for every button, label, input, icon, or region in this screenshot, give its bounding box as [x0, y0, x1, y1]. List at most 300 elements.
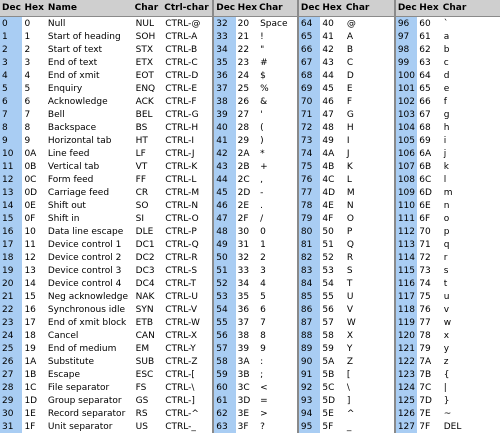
char-cell: ' [257, 108, 298, 121]
char-cell: p [441, 225, 500, 238]
table-row [0, 316, 500, 329]
char-cell: M [344, 186, 395, 199]
dec-cell: 19 [0, 264, 22, 277]
header-char: Char [344, 0, 395, 17]
hex-cell: 1A [22, 355, 45, 368]
dec-cell: 11 [0, 160, 22, 173]
dec-cell: 23 [0, 316, 22, 329]
char-cell: O [344, 212, 395, 225]
hex-cell: 53 [320, 264, 343, 277]
name-cell: Start of text [46, 43, 133, 56]
char-cell: k [441, 160, 500, 173]
dec-cell: 115 [395, 264, 417, 277]
hex-cell: 71 [417, 238, 440, 251]
table-row [0, 212, 500, 225]
dec-cell: 75 [298, 160, 320, 173]
char-cell: " [257, 43, 298, 56]
hex-cell: 6E [417, 199, 440, 212]
char-cell: SOH [133, 30, 163, 43]
dec-cell: 49 [213, 238, 235, 251]
name-cell: Device control 3 [46, 264, 133, 277]
ctrl-char-cell: CTRL-^ [162, 407, 213, 420]
char-cell: J [344, 147, 395, 160]
hex-cell: 58 [320, 329, 343, 342]
dec-cell: 27 [0, 368, 22, 381]
header-name: Name [46, 0, 133, 17]
header-dec: Dec [213, 0, 235, 17]
char-cell: c [441, 56, 500, 69]
table-row [0, 95, 500, 108]
dec-cell: 1 [0, 30, 22, 43]
dec-cell: 51 [213, 264, 235, 277]
dec-cell: 93 [298, 394, 320, 407]
hex-cell: 48 [320, 121, 343, 134]
dec-cell: 72 [298, 121, 320, 134]
dec-cell: 15 [0, 212, 22, 225]
dec-cell: 59 [213, 368, 235, 381]
dec-cell: 85 [298, 290, 320, 303]
dec-cell: 123 [395, 368, 417, 381]
dec-cell: 108 [395, 173, 417, 186]
table-row [0, 108, 500, 121]
dec-cell: 4 [0, 69, 22, 82]
char-cell: VT [133, 160, 163, 173]
hex-cell: 0C [22, 173, 45, 186]
hex-cell: 3A [236, 355, 257, 368]
dec-cell: 69 [298, 82, 320, 95]
name-cell: Cancel [46, 329, 133, 342]
header-char: Char [133, 0, 163, 17]
ctrl-char-cell: CTRL-D [162, 69, 213, 82]
hex-cell: 6A [417, 147, 440, 160]
char-cell: I [344, 134, 395, 147]
dec-cell: 50 [213, 251, 235, 264]
char-cell: CAN [133, 329, 163, 342]
char-cell: E [344, 82, 395, 95]
char-cell: HT [133, 134, 163, 147]
dec-cell: 117 [395, 290, 417, 303]
char-cell: CR [133, 186, 163, 199]
table-row [0, 342, 500, 355]
char-cell: $ [257, 69, 298, 82]
dec-cell: 28 [0, 381, 22, 394]
name-cell: Unit separator [46, 420, 133, 433]
dec-cell: 57 [213, 342, 235, 355]
dec-cell: 102 [395, 95, 417, 108]
char-cell: SYN [133, 303, 163, 316]
hex-cell: 10 [22, 225, 45, 238]
hex-cell: 2F [236, 212, 257, 225]
char-cell: EOT [133, 69, 163, 82]
ctrl-char-cell: CTRL-C [162, 56, 213, 69]
dec-cell: 100 [395, 69, 417, 82]
ctrl-char-cell: CTRL-] [162, 394, 213, 407]
hex-cell: 46 [320, 95, 343, 108]
char-cell: NAK [133, 290, 163, 303]
ctrl-char-cell: CTRL-B [162, 43, 213, 56]
dec-cell: 7 [0, 108, 22, 121]
dec-cell: 37 [213, 82, 235, 95]
hex-cell: 78 [417, 329, 440, 342]
dec-cell: 107 [395, 160, 417, 173]
hex-cell: 3D [236, 394, 257, 407]
char-cell: RS [133, 407, 163, 420]
dec-cell: 40 [213, 121, 235, 134]
hex-cell: 13 [22, 264, 45, 277]
hex-cell: 18 [22, 329, 45, 342]
char-cell: : [257, 355, 298, 368]
hex-cell: 67 [417, 108, 440, 121]
hex-cell: 30 [236, 225, 257, 238]
name-cell: End of xmit block [46, 316, 133, 329]
ctrl-char-cell: CTRL-E [162, 82, 213, 95]
hex-cell: 33 [236, 264, 257, 277]
char-cell: US [133, 420, 163, 433]
name-cell: Start of heading [46, 30, 133, 43]
ctrl-char-cell: CTRL-N [162, 199, 213, 212]
char-cell: V [344, 303, 395, 316]
name-cell: Data line escape [46, 225, 133, 238]
hex-cell: 79 [417, 342, 440, 355]
hex-cell: 61 [417, 30, 440, 43]
name-cell: Device control 2 [46, 251, 133, 264]
dec-cell: 104 [395, 121, 417, 134]
name-cell: Acknowledge [46, 95, 133, 108]
hex-cell: 38 [236, 329, 257, 342]
name-cell: Synchronous idle [46, 303, 133, 316]
dec-cell: 124 [395, 381, 417, 394]
hex-cell: 0A [22, 147, 45, 160]
char-cell: SUB [133, 355, 163, 368]
char-cell: < [257, 381, 298, 394]
hex-cell: 3C [236, 381, 257, 394]
dec-cell: 77 [298, 186, 320, 199]
hex-cell: 45 [320, 82, 343, 95]
dec-cell: 39 [213, 108, 235, 121]
name-cell: File separator [46, 381, 133, 394]
char-cell: DC1 [133, 238, 163, 251]
char-cell: S [344, 264, 395, 277]
hex-cell: 4F [320, 212, 343, 225]
table-row [0, 238, 500, 251]
ctrl-char-cell: CTRL-X [162, 329, 213, 342]
char-cell: o [441, 212, 500, 225]
dec-cell: 120 [395, 329, 417, 342]
hex-cell: 29 [236, 134, 257, 147]
char-cell: DEL [441, 420, 500, 433]
dec-cell: 32 [213, 17, 235, 31]
dec-cell: 30 [0, 407, 22, 420]
char-cell: ; [257, 368, 298, 381]
dec-cell: 94 [298, 407, 320, 420]
hex-cell: 6B [417, 160, 440, 173]
dec-cell: 43 [213, 160, 235, 173]
dec-cell: 122 [395, 355, 417, 368]
name-cell: Group separator [46, 394, 133, 407]
dec-cell: 56 [213, 329, 235, 342]
table-row [0, 225, 500, 238]
char-cell: x [441, 329, 500, 342]
dec-cell: 9 [0, 134, 22, 147]
ctrl-char-cell: CTRL-[ [162, 368, 213, 381]
hex-cell: 3F [236, 420, 257, 433]
char-cell: Space [257, 17, 298, 31]
name-cell: Horizontal tab [46, 134, 133, 147]
dec-cell: 76 [298, 173, 320, 186]
hex-cell: 57 [320, 316, 343, 329]
dec-cell: 14 [0, 199, 22, 212]
dec-cell: 21 [0, 290, 22, 303]
char-cell: Y [344, 342, 395, 355]
ctrl-char-cell: CTRL-I [162, 134, 213, 147]
dec-cell: 114 [395, 251, 417, 264]
hex-cell: 28 [236, 121, 257, 134]
hex-cell: 14 [22, 277, 45, 290]
hex-cell: 6 [22, 95, 45, 108]
ctrl-char-cell: CTRL-U [162, 290, 213, 303]
hex-cell: 47 [320, 108, 343, 121]
name-cell: Device control 4 [46, 277, 133, 290]
char-cell: ( [257, 121, 298, 134]
ctrl-char-cell: CTRL-K [162, 160, 213, 173]
hex-cell: 70 [417, 225, 440, 238]
ctrl-char-cell: CTRL-F [162, 95, 213, 108]
dec-cell: 126 [395, 407, 417, 420]
hex-cell: 0 [22, 17, 45, 31]
table-row [0, 355, 500, 368]
dec-cell: 125 [395, 394, 417, 407]
hex-cell: 43 [320, 56, 343, 69]
hex-cell: 3 [22, 56, 45, 69]
header-hex: Hex [417, 0, 440, 17]
hex-cell: 34 [236, 277, 257, 290]
char-cell: @ [344, 17, 395, 31]
dec-cell: 10 [0, 147, 22, 160]
hex-cell: 68 [417, 121, 440, 134]
char-cell: a [441, 30, 500, 43]
hex-cell: 4A [320, 147, 343, 160]
dec-cell: 35 [213, 56, 235, 69]
hex-cell: 23 [236, 56, 257, 69]
hex-cell: 64 [417, 69, 440, 82]
hex-cell: 4 [22, 69, 45, 82]
char-cell: ? [257, 420, 298, 433]
name-cell: Substitute [46, 355, 133, 368]
table-row [0, 17, 500, 31]
dec-cell: 33 [213, 30, 235, 43]
dec-cell: 29 [0, 394, 22, 407]
header-ctrl-char: Ctrl-char [162, 0, 213, 17]
char-cell: n [441, 199, 500, 212]
header-hex: Hex [22, 0, 45, 17]
hex-cell: 36 [236, 303, 257, 316]
char-cell: t [441, 277, 500, 290]
hex-cell: 56 [320, 303, 343, 316]
ascii-table-body [0, 17, 500, 433]
ctrl-char-cell: CTRL-T [162, 277, 213, 290]
char-cell: 8 [257, 329, 298, 342]
char-cell: m [441, 186, 500, 199]
dec-cell: 5 [0, 82, 22, 95]
char-cell: ! [257, 30, 298, 43]
hex-cell: 41 [320, 30, 343, 43]
ctrl-char-cell: CTRL-Y [162, 342, 213, 355]
dec-cell: 112 [395, 225, 417, 238]
char-cell: f [441, 95, 500, 108]
hex-cell: 1F [22, 420, 45, 433]
hex-cell: 40 [320, 17, 343, 31]
hex-cell: 42 [320, 43, 343, 56]
char-cell: N [344, 199, 395, 212]
name-cell: Form feed [46, 173, 133, 186]
hex-cell: 8 [22, 121, 45, 134]
dec-cell: 36 [213, 69, 235, 82]
hex-cell: 7B [417, 368, 440, 381]
dec-cell: 103 [395, 108, 417, 121]
char-cell: W [344, 316, 395, 329]
char-cell: + [257, 160, 298, 173]
dec-cell: 74 [298, 147, 320, 160]
dec-cell: 109 [395, 186, 417, 199]
dec-cell: 41 [213, 134, 235, 147]
name-cell: Bell [46, 108, 133, 121]
table-row [0, 147, 500, 160]
dec-cell: 87 [298, 316, 320, 329]
hex-cell: 27 [236, 108, 257, 121]
char-cell: | [441, 381, 500, 394]
ctrl-char-cell: CTRL-J [162, 147, 213, 160]
hex-cell: 50 [320, 225, 343, 238]
char-cell: # [257, 56, 298, 69]
dec-cell: 105 [395, 134, 417, 147]
table-row [0, 121, 500, 134]
char-cell: e [441, 82, 500, 95]
dec-cell: 16 [0, 225, 22, 238]
dec-cell: 13 [0, 186, 22, 199]
dec-cell: 73 [298, 134, 320, 147]
dec-cell: 66 [298, 43, 320, 56]
char-cell: STX [133, 43, 163, 56]
hex-cell: 3E [236, 407, 257, 420]
dec-cell: 90 [298, 355, 320, 368]
char-cell: D [344, 69, 395, 82]
table-row [0, 264, 500, 277]
table-row [0, 56, 500, 69]
char-cell: F [344, 95, 395, 108]
char-cell: SO [133, 199, 163, 212]
hex-cell: 5 [22, 82, 45, 95]
dec-cell: 62 [213, 407, 235, 420]
char-cell: L [344, 173, 395, 186]
dec-cell: 34 [213, 43, 235, 56]
char-cell: G [344, 108, 395, 121]
char-cell: EM [133, 342, 163, 355]
ctrl-char-cell: CTRL-Z [162, 355, 213, 368]
table-row [0, 381, 500, 394]
table-row [0, 173, 500, 186]
hex-cell: 24 [236, 69, 257, 82]
hex-cell: 5F [320, 420, 343, 433]
dec-cell: 2 [0, 43, 22, 56]
hex-cell: 2A [236, 147, 257, 160]
char-cell: 9 [257, 342, 298, 355]
table-row [0, 199, 500, 212]
char-cell: BEL [133, 108, 163, 121]
hex-cell: 75 [417, 290, 440, 303]
hex-cell: 37 [236, 316, 257, 329]
char-cell: = [257, 394, 298, 407]
char-cell: ] [344, 394, 395, 407]
dec-cell: 54 [213, 303, 235, 316]
char-cell: A [344, 30, 395, 43]
dec-cell: 67 [298, 56, 320, 69]
char-cell: 1 [257, 238, 298, 251]
ctrl-char-cell: CTRL-V [162, 303, 213, 316]
hex-cell: 62 [417, 43, 440, 56]
ctrl-char-cell: CTRL-\ [162, 381, 213, 394]
table-row [0, 290, 500, 303]
char-cell: r [441, 251, 500, 264]
hex-cell: 73 [417, 264, 440, 277]
dec-cell: 17 [0, 238, 22, 251]
char-cell: _ [344, 420, 395, 433]
dec-cell: 83 [298, 264, 320, 277]
hex-cell: 25 [236, 82, 257, 95]
dec-cell: 64 [298, 17, 320, 31]
name-cell: Line feed [46, 147, 133, 160]
table-row [0, 420, 500, 433]
dec-cell: 53 [213, 290, 235, 303]
char-cell: y [441, 342, 500, 355]
dec-cell: 98 [395, 43, 417, 56]
hex-cell: 5C [320, 381, 343, 394]
char-cell: q [441, 238, 500, 251]
char-cell: i [441, 134, 500, 147]
char-cell: w [441, 316, 500, 329]
char-cell: NUL [133, 17, 163, 31]
hex-cell: 35 [236, 290, 257, 303]
char-cell: LF [133, 147, 163, 160]
hex-cell: 6D [417, 186, 440, 199]
char-cell: T [344, 277, 395, 290]
dec-cell: 52 [213, 277, 235, 290]
char-cell: DC2 [133, 251, 163, 264]
dec-cell: 71 [298, 108, 320, 121]
dec-cell: 63 [213, 420, 235, 433]
char-cell: K [344, 160, 395, 173]
char-cell: BS [133, 121, 163, 134]
dec-cell: 96 [395, 17, 417, 31]
dec-cell: 86 [298, 303, 320, 316]
table-row [0, 368, 500, 381]
hex-cell: 0D [22, 186, 45, 199]
hex-cell: 4C [320, 173, 343, 186]
dec-cell: 113 [395, 238, 417, 251]
hex-cell: 26 [236, 95, 257, 108]
char-cell: DC4 [133, 277, 163, 290]
header-row [0, 0, 500, 17]
dec-cell: 121 [395, 342, 417, 355]
char-cell: . [257, 199, 298, 212]
dec-cell: 25 [0, 342, 22, 355]
table-row [0, 134, 500, 147]
char-cell: * [257, 147, 298, 160]
char-cell: d [441, 69, 500, 82]
hex-cell: 1D [22, 394, 45, 407]
hex-cell: 1E [22, 407, 45, 420]
hex-cell: 1B [22, 368, 45, 381]
dec-cell: 61 [213, 394, 235, 407]
